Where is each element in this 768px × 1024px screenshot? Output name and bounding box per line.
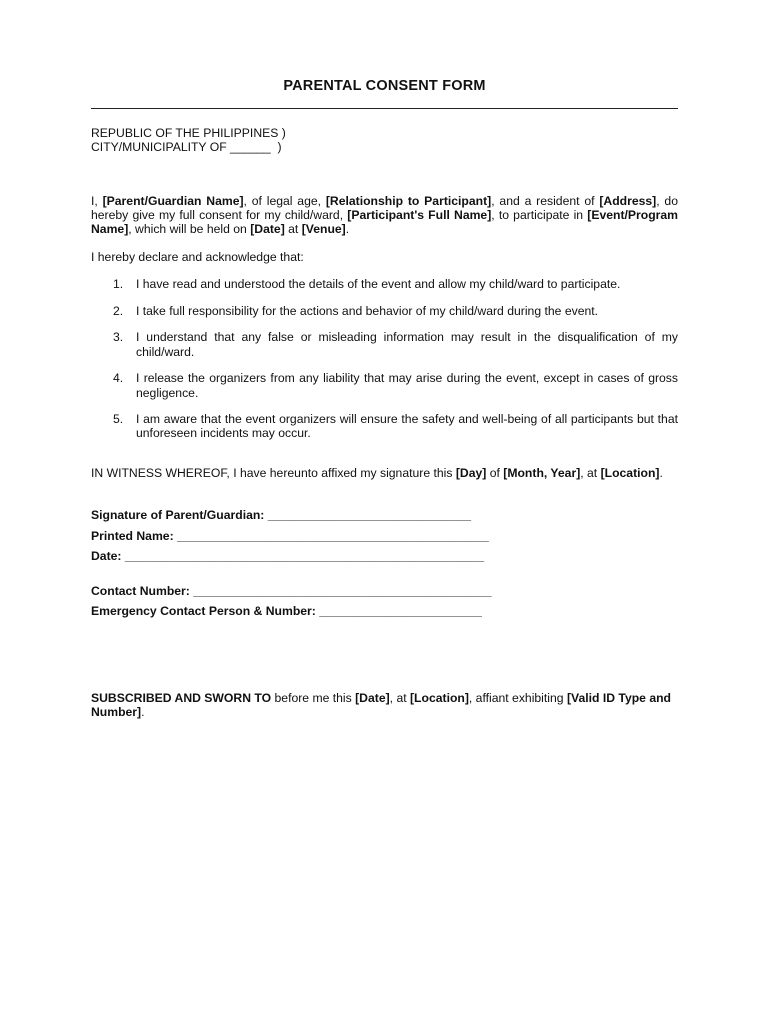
- sworn-text-3: , affiant exhibiting: [468, 691, 567, 705]
- list-item: [91, 277, 678, 291]
- placeholder-sworn-date: [Date]: [355, 691, 390, 705]
- signature-block: [91, 508, 678, 625]
- list-item-number: 3.: [113, 330, 124, 345]
- list-item-number: 2.: [113, 303, 124, 318]
- sworn-text-1: before me this: [271, 691, 356, 705]
- consent-paragraph: [91, 194, 678, 237]
- placeholder-date: [Date]: [250, 222, 285, 237]
- placeholder-month-year: [Month, Year]: [503, 466, 581, 480]
- placeholder-sworn-location: [Location]: [410, 691, 469, 705]
- intro-text-1: I,: [91, 194, 103, 208]
- list-item-number: 4.: [113, 371, 124, 386]
- signature-field[interactable]: Signature of Parent/Guardian: ______________________________: [91, 508, 472, 522]
- placeholder-event-name: [Event/Program Name]: [91, 208, 679, 237]
- witness-text-4: .: [659, 466, 663, 480]
- witness-text-3: , at: [580, 466, 601, 480]
- venue-line-city: CITY/MUNICIPALITY OF ______ ): [91, 140, 282, 155]
- sworn-text-4: .: [141, 705, 145, 720]
- witness-text-2: of: [486, 466, 504, 480]
- intro-text-5: , to participate in: [491, 208, 588, 223]
- printed-name-field[interactable]: Printed Name: ______________________________________________: [91, 528, 489, 543]
- field-spacer: [91, 570, 678, 584]
- intro-text-2: , of legal age,: [243, 194, 326, 208]
- declaration-heading: I hereby declare and acknowledge that:: [91, 250, 304, 264]
- placeholder-parent-name: [Parent/Guardian Name]: [102, 194, 244, 208]
- venue-line-republic: REPUBLIC OF THE PHILIPPINES ): [91, 126, 286, 140]
- document-title: PARENTAL CONSENT FORM: [283, 78, 486, 94]
- list-item: [91, 304, 678, 318]
- placeholder-address: [Address]: [599, 194, 657, 208]
- list-item-text: I understand that any false or misleading information may result in the disqualification of my child/ward.: [136, 330, 678, 359]
- list-item-text: I release the organizers from any liability that may arise during the event, except in cases of gross negligence.: [136, 371, 678, 400]
- list-item-number: 5.: [113, 412, 124, 427]
- title-rule: [91, 108, 678, 109]
- list-item: [91, 412, 678, 440]
- list-item: [91, 371, 678, 399]
- intro-text-3: , and a resident of: [491, 194, 600, 208]
- intro-text-7: at: [284, 222, 302, 237]
- witness-paragraph: [91, 466, 678, 480]
- placeholder-location: [Location]: [600, 466, 660, 480]
- sworn-paragraph: [91, 691, 678, 719]
- witness-text-1: IN WITNESS WHEREOF, I have hereunto affixed my signature this: [91, 466, 456, 480]
- venue-block: [91, 126, 678, 154]
- placeholder-relationship: [Relationship to Participant]: [325, 194, 492, 208]
- list-item: [91, 330, 678, 358]
- placeholder-valid-id: [Valid ID Type and Number]: [91, 691, 671, 720]
- intro-text-4: , do hereby give my full consent for my child/ward,: [91, 194, 678, 223]
- intro-text-6: , which will be held on: [128, 222, 251, 237]
- placeholder-participant-name: [Participant's Full Name]: [347, 208, 492, 223]
- list-item-text: I have read and understood the details of the event and allow my child/ward to participate.: [136, 277, 621, 291]
- sworn-text-2: , at: [389, 691, 410, 705]
- date-field[interactable]: Date: _____________________________________________________: [91, 549, 485, 563]
- emergency-contact-field[interactable]: Emergency Contact Person & Number: ________________________: [91, 604, 482, 618]
- contact-number-field[interactable]: Contact Number: ____________________________________________: [91, 583, 492, 598]
- sworn-heading: SUBSCRIBED AND SWORN TO: [91, 691, 272, 705]
- intro-text-8: .: [345, 222, 350, 237]
- acknowledgement-list: [91, 277, 678, 453]
- list-item-text: I take full responsibility for the actions and behavior of my child/ward during the event.: [136, 303, 599, 318]
- list-item-text: I am aware that the event organizers will ensure the safety and well-being of all participants but that unforeseen incidents may occur.: [136, 412, 678, 441]
- placeholder-day: [Day]: [455, 466, 487, 480]
- list-item-number: 1.: [113, 277, 124, 291]
- placeholder-venue: [Venue]: [301, 222, 346, 237]
